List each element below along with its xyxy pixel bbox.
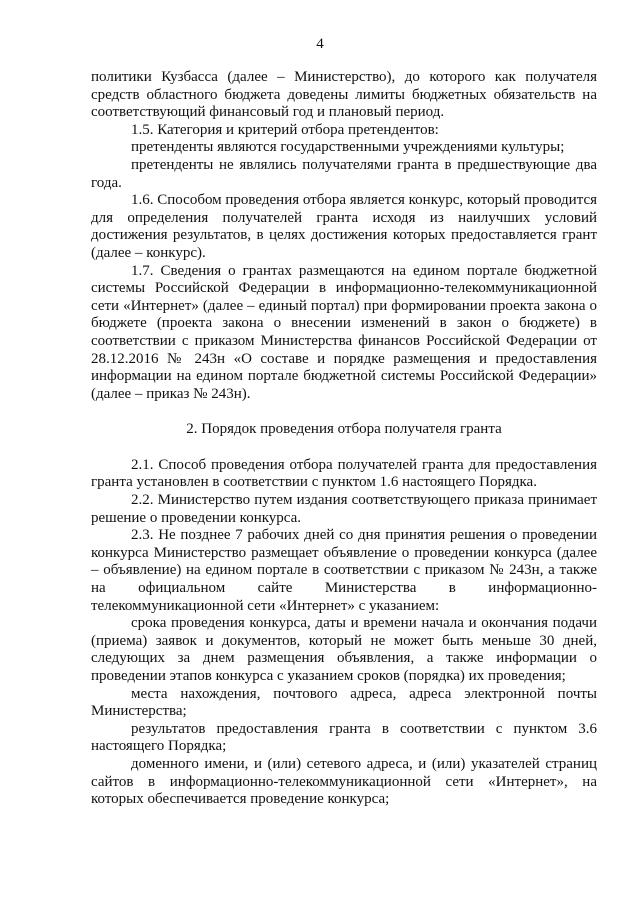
paragraph: доменного имени, и (или) сетевого адреса, и (или) указателей страниц сайтов в информационно-телекоммуникационной сети «Интернет», на которых обеспечивается проведение конкурса; (91, 755, 597, 808)
paragraph: 1.5. Категория и критерий отбора претендентов: (131, 121, 439, 138)
spacer (91, 403, 597, 421)
paragraph: места нахождения, почтового адреса, адреса электронной почты Министерства; (91, 685, 597, 720)
paragraph: политики Кузбасса (далее – Министерство), до которого как получателя средств областного бюджета доведены лимиты бюджетных обязательств на соответствующий финансовый год и плановый период. (91, 69, 597, 121)
document-body (91, 69, 597, 809)
paragraph: 2.2. Министерство путем издания соответствующего приказа принимает решение о проведении конкурса. (91, 492, 597, 526)
page-number: 4 (316, 36, 324, 52)
paragraph: 2.3. Не позднее 7 рабочих дней со дня принятия решения о проведении конкурса Министерство размещает объявление о проведении конкурса (далее – объявление) на едином портале в соответствии с приказом № 243н, а также на официальном сайте Министерства в информационно-телекоммуникационной сети «Интернет» с указанием: (91, 527, 597, 614)
section-heading: 2. Порядок проведения отбора получателя гранта (186, 421, 502, 438)
paragraph: срока проведения конкурса, даты и времени начала и окончания подачи (приема) заявок и документов, который не может быть меньше 30 дней, следующих за днем размещения объявления, а также информации о проведении этапов конкурса с указанием сроков (порядка) их проведения; (91, 615, 597, 684)
paragraph: 2.1. Способ проведения отбора получателей гранта для предоставления гранта установлен в соответствии с пунктом 1.6 настоящего Порядка. (91, 456, 597, 491)
paragraph: претенденты не являлись получателями гранта в предшествующие два года. (91, 156, 597, 191)
paragraph: 1.6. Способом проведения отбора является конкурс, который проводится для определения получателей гранта исходя из наилучших условий достижения результатов, в целях достижения которых предоставляется грант (далее – конкурс). (91, 192, 598, 261)
paragraph: результатов предоставления гранта в соответствии с пунктом 3.6 настоящего Порядка; (91, 720, 597, 755)
paragraph: претенденты являются государственными учреждениями культуры; (131, 139, 565, 156)
section-1-continuation (91, 69, 597, 403)
paragraph: 1.7. Сведения о грантах размещаются на едином портале бюджетной системы Российской Федерации в информационно-телекоммуникационной сети «Интернет» (далее – единый портал) при формировании проекта закона о бюджете (проекта закона о внесении изменений в закон о бюджете) в соответствии с приказом Министерства финансов Российской Федерации от 28.12.2016 № 243н «О составе и порядке размещения и предоставления информации на едином портале бюджетной системы Российской Федерации» (далее – приказ № 243н). (91, 262, 597, 402)
section-2-body (91, 457, 597, 809)
spacer (91, 439, 597, 457)
